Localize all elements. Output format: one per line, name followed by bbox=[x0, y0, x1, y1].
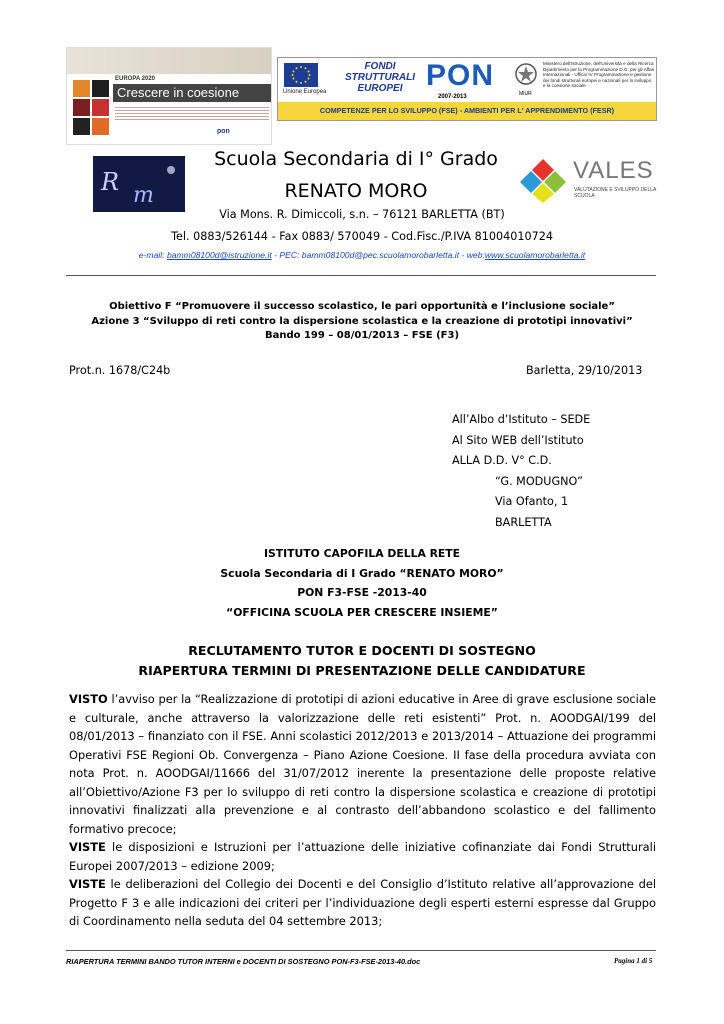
footer-document-name: RIAPERTURA TERMINI BANDO TUTOR INTERNI e DOCENTI DI SOSTEGNO PON-F3-FSE-2013-40.doc bbox=[66, 957, 421, 966]
document-body bbox=[69, 690, 656, 931]
recipient-dd: ALLA D.D. V° C.D. bbox=[452, 454, 552, 467]
email-label: e-mail: bbox=[138, 250, 167, 260]
svg-text:R: R bbox=[101, 168, 120, 196]
objective-line1: Obiettivo F “Promuovere il successo scolastico, le pari opportunità e l’inclusione sociale” bbox=[109, 301, 615, 312]
recipient-sito: Al Sito WEB dell’Istituto bbox=[452, 433, 584, 447]
email-link[interactable]: bamm08100d@istruzione.it bbox=[166, 250, 272, 260]
network-line2: Scuola Secondaria di I Grado “RENATO MORO” bbox=[220, 566, 504, 580]
document-heading bbox=[0, 641, 724, 681]
network-block bbox=[0, 544, 724, 622]
vales-logo bbox=[518, 157, 658, 205]
pec-label: - PEC: bamm08100d@pec.scuolamorobarletta.it - web: bbox=[271, 250, 485, 260]
fondi-strutturali-banner bbox=[277, 57, 657, 121]
objective-line3: Bando 199 – 08/01/2013 – FSE (F3) bbox=[264, 330, 460, 342]
recipient-city: BARLETTA bbox=[495, 515, 552, 529]
vales-subtitle: VALUTAZIONE E SVILUPPO DELLA SCUOLA bbox=[574, 187, 657, 199]
pon-logo: PON bbox=[426, 59, 495, 92]
fondi-strutturali-label: FONDI STRUTTURALI EUROPEI bbox=[345, 61, 415, 94]
contacts-line bbox=[0, 250, 724, 260]
heading-line1: RECLUTAMENTO TUTOR E DOCENTI DI SOSTEGNO bbox=[188, 643, 536, 658]
svg-text:m: m bbox=[133, 183, 154, 208]
paragraph-viste-1 bbox=[69, 838, 656, 875]
italian-emblem-icon bbox=[514, 62, 538, 88]
paragraph-text: l’avviso per la “Realizzazione di prototipi di azioni educative in Aree di grave esclusione sociale e culturale, anche attraverso la valorizzazione delle reti esistenti” Prot. n. AOODGAI/199 del 08/01/2013 – finanziato con il FSE. Anni scolastici 2012/2013 e 2013/2014 – Attuazione dei programmi Operativi FSE Regioni Ob. Convergenza – Piano Azione Coesione. II fase della procedura avviata con nota Prot. n. AOODGAI/11666 del 31/07/2012 inerente la presentazione delle proposte relative all’Obiettivo/Azione F3 per lo sviluppo di reti contro la dispersione scolastica e creazione di prototipi innovativi finalizzati alla prevenzione e al contrasto dell’abbandono scolastico e del fallimento formativo precoce; bbox=[69, 692, 656, 836]
school-title bbox=[190, 143, 522, 207]
ministry-text: Ministero dell'Istruzione, dell'Università e della Ricerca Dipartimento per la Programmazione D.G. per gli Affari Internazionali - Ufficio IV Programmazione e gestione dei fondi strutturali europei e nazionali per lo sviluppo e la coesione sociale bbox=[543, 61, 655, 89]
paragraph-key: VISTE bbox=[69, 877, 106, 891]
eu-label: Unione Europea bbox=[283, 89, 327, 95]
paragraph-key: VISTO bbox=[69, 692, 108, 706]
network-line1: ISTITUTO CAPOFILA DELLA RETE bbox=[263, 547, 460, 560]
web-link[interactable]: www.scuolamorobarletta.it bbox=[484, 250, 586, 260]
footer-page-number: Pagina 1 di 5 bbox=[614, 957, 653, 965]
school-title-line1: Scuola Secondaria di I° Grado bbox=[214, 148, 498, 170]
footer-divider bbox=[66, 950, 656, 951]
pon-mini-logo: pon bbox=[217, 128, 230, 135]
recipient-modugno: “G. MODUGNO” bbox=[495, 474, 583, 488]
network-line4: “OFFICINA SCUOLA PER CRESCERE INSIEME” bbox=[226, 605, 498, 619]
paragraph-text: le deliberazioni del Collegio dei Docenti e del Consiglio d’Istituto relative all’approvazione del Progetto F 3 e alle indicazioni dei criteri per l’individuazione degli esperti esterni espresse dal Gruppo di Coordinamento nella seduta del 04 settembre 2013; bbox=[69, 877, 656, 928]
objective-line2: Azione 3 “Sviluppo di reti contro la dispersione scolastica e la creazione di prototipi innovativi” bbox=[91, 315, 633, 327]
paragraph-viste-2 bbox=[69, 875, 656, 931]
objective-block bbox=[0, 300, 724, 344]
recipient-street: Via Ofanto, 1 bbox=[495, 495, 569, 508]
paragraph-text: le disposizioni e Istruzioni per l’attuazione delle iniziative cofinanziate dai Fondi Strutturali Europei 2007/2013 – edizione 2009; bbox=[69, 840, 656, 873]
school-address: Via Mons. R. Dimiccoli, s.n. – 76121 BARLETTA (BT) bbox=[219, 208, 505, 221]
recipient-albo: All’Albo d’Istituto – SEDE bbox=[452, 413, 591, 426]
vales-puzzle-icon bbox=[518, 157, 568, 205]
school-logo-icon bbox=[93, 156, 185, 212]
crescere-in-coesione-banner bbox=[66, 47, 272, 145]
vales-wordmark: VALES bbox=[573, 157, 654, 184]
recipients-block bbox=[452, 410, 590, 533]
school-phone: Tel. 0883/526144 - Fax 0883/ 570049 - Cod.Fisc./P.IVA 81004010724 bbox=[171, 230, 553, 243]
puzzle-logo-icon bbox=[71, 78, 111, 142]
competenze-strip: COMPETENZE PER LO SVILUPPO (FSE) - AMBIENTI PER L' APPRENDIMENTO (FESR) bbox=[278, 102, 656, 120]
header-divider bbox=[66, 275, 656, 276]
crescere-title: Crescere in coesione bbox=[113, 84, 271, 102]
school-title-line2: RENATO MORO bbox=[284, 180, 428, 202]
protocol-number: Prot.n. 1678/C24b bbox=[69, 364, 171, 377]
europa-2020-label: EUROPA 2020 bbox=[115, 76, 156, 82]
eu-flag-icon bbox=[284, 63, 318, 87]
pon-years: 2007-2013 bbox=[438, 94, 467, 100]
place-date: Barletta, 29/10/2013 bbox=[526, 364, 643, 377]
miur-label: MIUR bbox=[519, 91, 532, 97]
heading-line2: RIAPERTURA TERMINI DI PRESENTAZIONE DELLE CANDIDATURE bbox=[138, 663, 586, 678]
banner-fineprint bbox=[115, 106, 269, 120]
paragraph-visto bbox=[69, 690, 656, 838]
network-line3: PON F3-FSE -2013-40 bbox=[297, 586, 427, 599]
paragraph-key: VISTE bbox=[69, 840, 106, 854]
